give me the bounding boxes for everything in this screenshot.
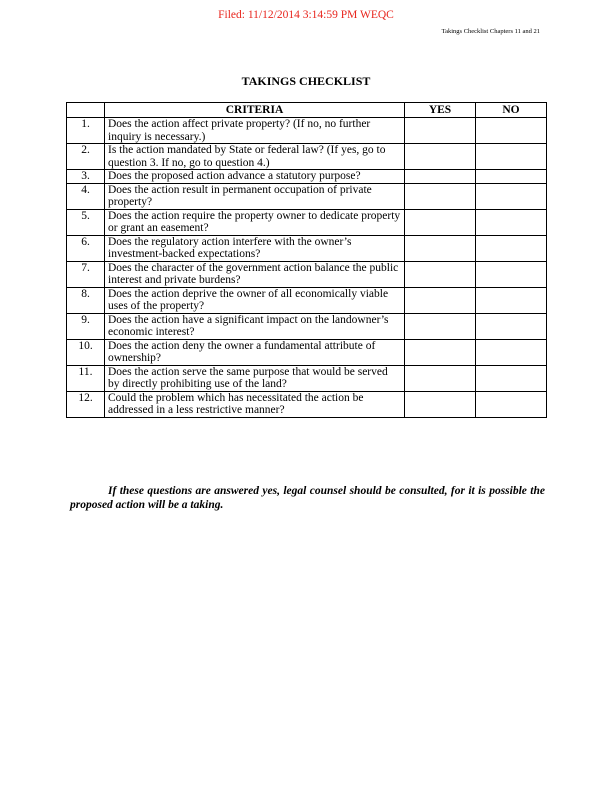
question-number: 8. <box>67 287 105 313</box>
question-text: Is the action mandated by State or federal law? (If yes, go to question 3. If no, go to question 4.) <box>105 144 405 170</box>
question-text: Does the regulatory action interfere with the owner’s investment-backed expectations? <box>105 235 405 261</box>
question-number: 7. <box>67 261 105 287</box>
question-number: 3. <box>67 170 105 184</box>
question-number: 11. <box>67 365 105 391</box>
answer-yes-cell[interactable] <box>405 144 476 170</box>
column-header-number <box>67 103 105 118</box>
table-row <box>67 339 547 365</box>
answer-no-cell[interactable] <box>476 339 547 365</box>
table-row <box>67 287 547 313</box>
table-header-row <box>67 103 547 118</box>
question-number: 4. <box>67 183 105 209</box>
answer-yes-cell[interactable] <box>405 339 476 365</box>
answer-no-cell[interactable] <box>476 261 547 287</box>
table-row <box>67 118 547 144</box>
answer-no-cell[interactable] <box>476 313 547 339</box>
table-row <box>67 235 547 261</box>
question-number: 6. <box>67 235 105 261</box>
answer-yes-cell[interactable] <box>405 365 476 391</box>
question-number: 12. <box>67 391 105 417</box>
answer-no-cell[interactable] <box>476 118 547 144</box>
answer-no-cell[interactable] <box>476 287 547 313</box>
answer-no-cell[interactable] <box>476 183 547 209</box>
table-row <box>67 313 547 339</box>
question-text: Does the proposed action advance a statutory purpose? <box>105 170 405 184</box>
answer-yes-cell[interactable] <box>405 209 476 235</box>
column-header-no: NO <box>476 103 547 118</box>
table-row <box>67 183 547 209</box>
table-row <box>67 209 547 235</box>
takings-checklist-table <box>66 102 547 418</box>
running-header: Takings Checklist Chapters 11 and 21 <box>441 28 540 35</box>
question-number: 1. <box>67 118 105 144</box>
question-text: Does the character of the government action balance the public interest and private burdens? <box>105 261 405 287</box>
answer-no-cell[interactable] <box>476 365 547 391</box>
table-row <box>67 365 547 391</box>
answer-no-cell[interactable] <box>476 144 547 170</box>
answer-yes-cell[interactable] <box>405 235 476 261</box>
answer-yes-cell[interactable] <box>405 118 476 144</box>
answer-yes-cell[interactable] <box>405 287 476 313</box>
answer-yes-cell[interactable] <box>405 391 476 417</box>
question-text: Does the action result in permanent occupation of private property? <box>105 183 405 209</box>
answer-no-cell[interactable] <box>476 170 547 184</box>
question-text: Does the action deny the owner a fundamental attribute of ownership? <box>105 339 405 365</box>
answer-no-cell[interactable] <box>476 209 547 235</box>
question-text: Could the problem which has necessitated the action be addressed in a less restrictive manner? <box>105 391 405 417</box>
column-header-criteria: CRITERIA <box>105 103 405 118</box>
table-row <box>67 261 547 287</box>
document-title: TAKINGS CHECKLIST <box>241 74 371 88</box>
question-text: Does the action require the property owner to dedicate property or grant an easement? <box>105 209 405 235</box>
answer-yes-cell[interactable] <box>405 261 476 287</box>
question-number: 10. <box>67 339 105 365</box>
answer-yes-cell[interactable] <box>405 313 476 339</box>
question-text: Does the action affect private property? (If no, no further inquiry is necessary.) <box>105 118 405 144</box>
table-row <box>67 391 547 417</box>
answer-no-cell[interactable] <box>476 391 547 417</box>
question-text: Does the action deprive the owner of all economically viable uses of the property? <box>105 287 405 313</box>
question-number: 9. <box>67 313 105 339</box>
question-text: Does the action serve the same purpose that would be served by directly prohibiting use of the land? <box>105 365 405 391</box>
question-number: 5. <box>67 209 105 235</box>
answer-yes-cell[interactable] <box>405 170 476 184</box>
filed-stamp: Filed: 11/12/2014 3:14:59 PM WEQC <box>218 9 394 21</box>
table-row <box>67 144 547 170</box>
question-number: 2. <box>67 144 105 170</box>
table-row <box>67 170 547 184</box>
footnote-warning: If these questions are answered yes, legal counsel should be consulted, for it is possible the proposed action will be a taking. <box>70 485 545 511</box>
column-header-yes: YES <box>405 103 476 118</box>
answer-yes-cell[interactable] <box>405 183 476 209</box>
table-body <box>67 118 547 418</box>
question-text: Does the action have a significant impact on the landowner’s economic interest? <box>105 313 405 339</box>
answer-no-cell[interactable] <box>476 235 547 261</box>
